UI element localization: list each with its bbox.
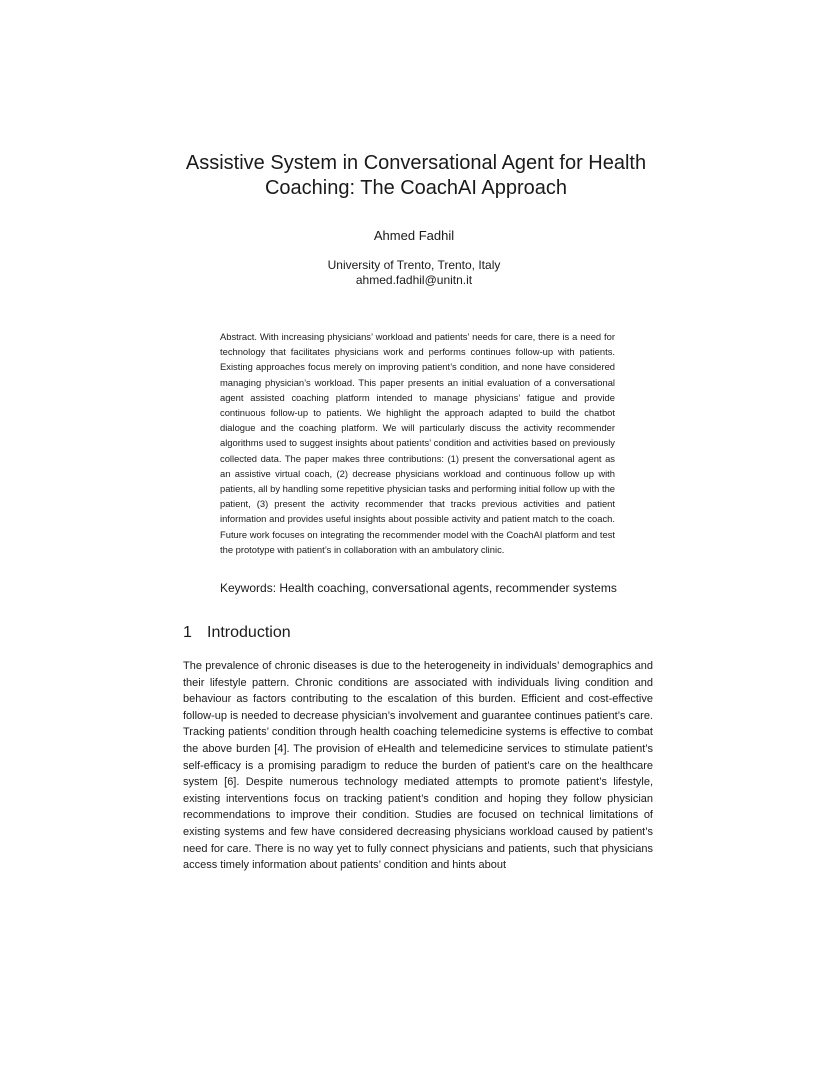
keywords: Keywords: Health coaching, conversational agents, recommender systems xyxy=(220,581,617,595)
section-number: 1 xyxy=(183,624,192,641)
abstract: Abstract. With increasing physicians’ workload and patients’ needs for care, there is a need for technology that facilitates physicians work and performs continues follow-up with patients. Existing approaches focus merely on improving patient’s condition, and none have considered managing physician’s workload. This paper presents an initial evaluation of a conversational agent assisted coaching platform intended to manage physicians’ fatigue and provide continuous follow-up to patients. We highlight the approach adapted to build the chatbot dialogue and the coaching platform. We will particularly discuss the activity recommender algorithms used to suggest insights about patients’ condition and activities based on previously collected data. The paper makes three contributions: (1) present the conversational agent as an assistive virtual coach, (2) decrease physicians workload and continuous follow up with patients, all by handling some repetitive physician tasks and performing initial follow up with the patient, (3) present the activity recommender that tracks previous activities and patient information and provides useful insights about possible activity and patient match to the coach. Future work focuses on integrating the recommender model with the CoachAI platform and test the prototype with patient’s in collaboration with an ambulatory clinic. xyxy=(220,331,615,555)
introduction-paragraph: The prevalence of chronic diseases is due to the heterogeneity in individuals’ demographics and their lifestyle pattern. Chronic conditions are associated with individuals living condition and behaviour as factors contributing to the escalation of this burden. Efficient and cost-effective follow-up is needed to decrease physician’s involvement and guarantee continues patient’s care. Tracking patients’ condition through health coaching telemedicine systems is effective to combat the above burden [4]. The provision of eHealth and telemedicine services to stimulate patient’s self-efficacy is a promising paradigm to reduce the burden of patient’s care on the healthcare system [6]. Despite numerous technology mediated attempts to promote patient’s lifestyle, existing interventions focus on tracking patient’s condition and hoping they follow physician recommendations to improve their condition. Studies are focused on technical limitations of existing systems and few have considered decreasing physicians workload caused by patient’s need for care. There is no way yet to fully connect physicians and patients, such that physicians access timely information about patients’ condition and hints about xyxy=(183,660,653,872)
paper-title: Assistive System in Conversational Agent for Health Coaching: The CoachAI Approach xyxy=(185,152,647,199)
author-name: Ahmed Fadhil xyxy=(373,228,455,243)
affiliation: University of Trento, Trento, Italy xyxy=(327,258,501,272)
section-title: Introduction xyxy=(207,624,291,641)
section-heading xyxy=(183,623,291,643)
author-email: ahmed.fadhil@unitn.it xyxy=(355,273,473,287)
author-affiliation-block xyxy=(214,258,614,288)
